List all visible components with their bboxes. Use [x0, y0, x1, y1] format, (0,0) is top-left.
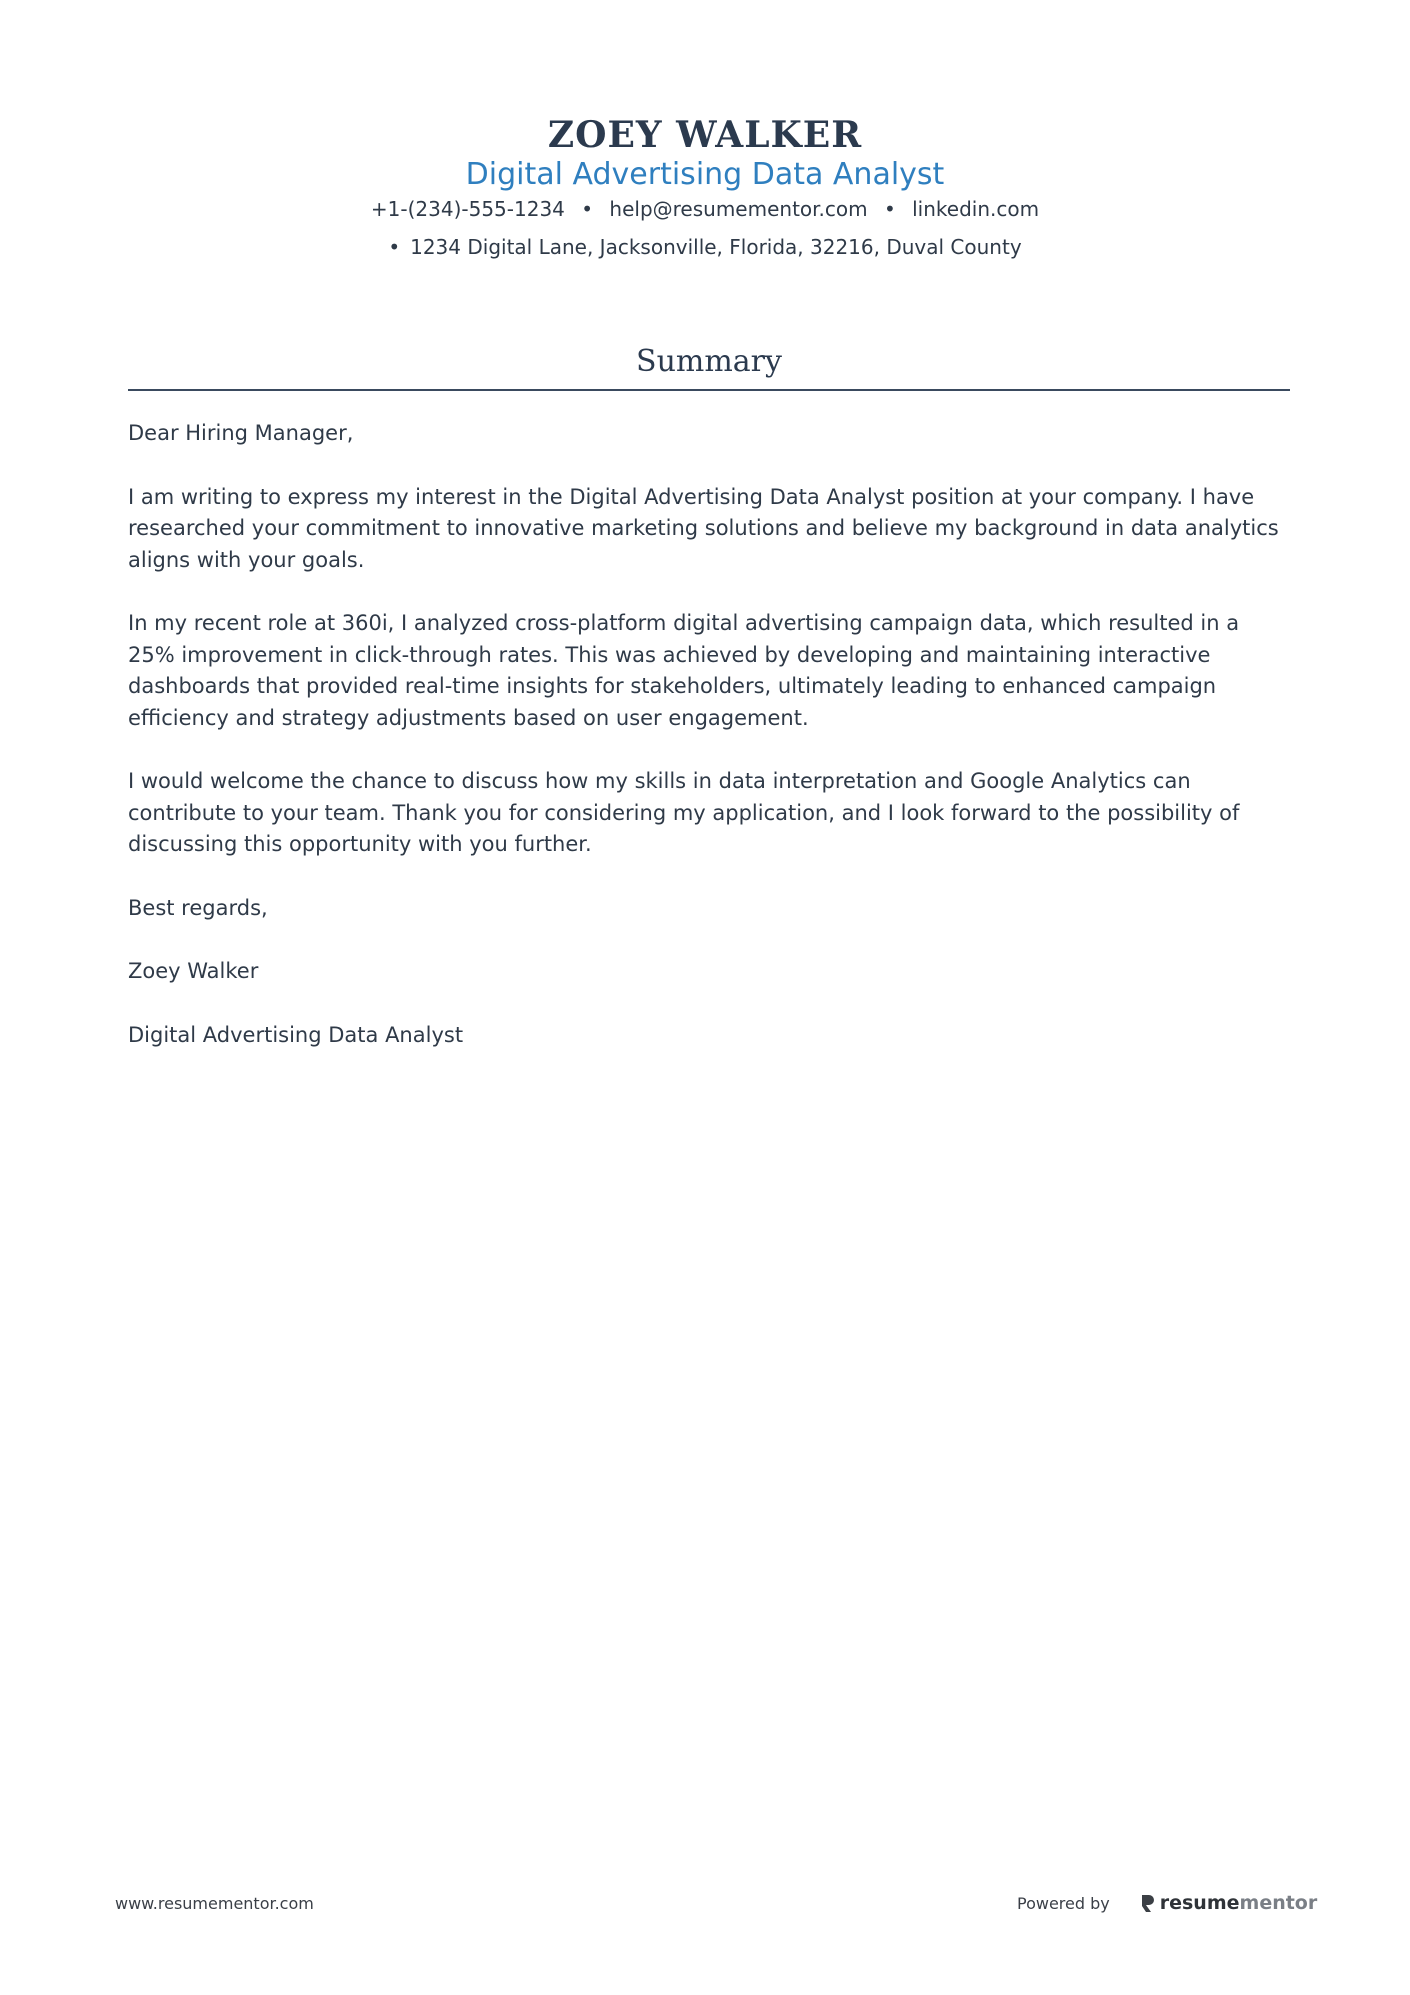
phone-number: +1-(234)-555-1234	[370, 197, 565, 221]
contact-row	[0, 195, 1410, 223]
brand-name-light: mentor	[1239, 1892, 1318, 1914]
signature-name: Zoey Walker	[128, 959, 259, 983]
paragraph-1: I am writing to express my interest in the Digital Advertising Data Analyst position at your company. I have researched your commitment to innovative marketing solutions and believe my background in data analytics aligns with your goals.	[128, 484, 1279, 572]
address-row	[0, 233, 1410, 261]
cover-letter-body	[128, 418, 1290, 1083]
paragraph-3: I would welcome the chance to discuss how my skills in data interpretation and Google Analytics can contribute to your team. Thank you for considering my application, and I look forward to the possibility of discussing this opportunity with you further.	[128, 769, 1240, 856]
separator-dot: •	[883, 197, 896, 221]
brand-logo[interactable]	[1140, 1892, 1318, 1914]
powered-by-label: Powered by	[1017, 1893, 1110, 1913]
closing: Best regards,	[128, 895, 268, 920]
salutation: Dear Hiring Manager,	[128, 421, 354, 445]
address: 1234 Digital Lane, Jacksonville, Florida, 32216, Duval County	[410, 235, 1022, 259]
brand-name-strong: resume	[1159, 1892, 1240, 1914]
applicant-title: Digital Advertising Data Analyst	[465, 157, 945, 192]
footer-website-link[interactable]: www.resumementor.com	[115, 1894, 314, 1913]
linkedin-link[interactable]: linkedin.com	[912, 197, 1040, 221]
applicant-name: ZOEY WALKER	[547, 114, 863, 156]
resumementor-logo-icon	[1140, 1893, 1156, 1913]
email-address: help@resumementor.com	[609, 197, 868, 221]
paragraph-2: In my recent role at 360i, I analyzed cross-platform digital advertising campaign data, which resulted in a 25% improvement in click-through rates. This was achieved by developing and maintaining interactive dashboards that provided real-time insights for stakeholders, ultimately leading to enhanced campaign efficiency and strategy adjustments based on user engagement.	[128, 611, 1240, 730]
resume-header	[0, 113, 1410, 261]
separator-dot: •	[581, 197, 594, 221]
separator-dot: •	[388, 235, 401, 259]
signature-title: Digital Advertising Data Analyst	[128, 1022, 464, 1047]
footer-branding	[1017, 1888, 1317, 1918]
section-divider	[128, 389, 1290, 391]
section-heading-summary: Summary	[636, 344, 782, 379]
